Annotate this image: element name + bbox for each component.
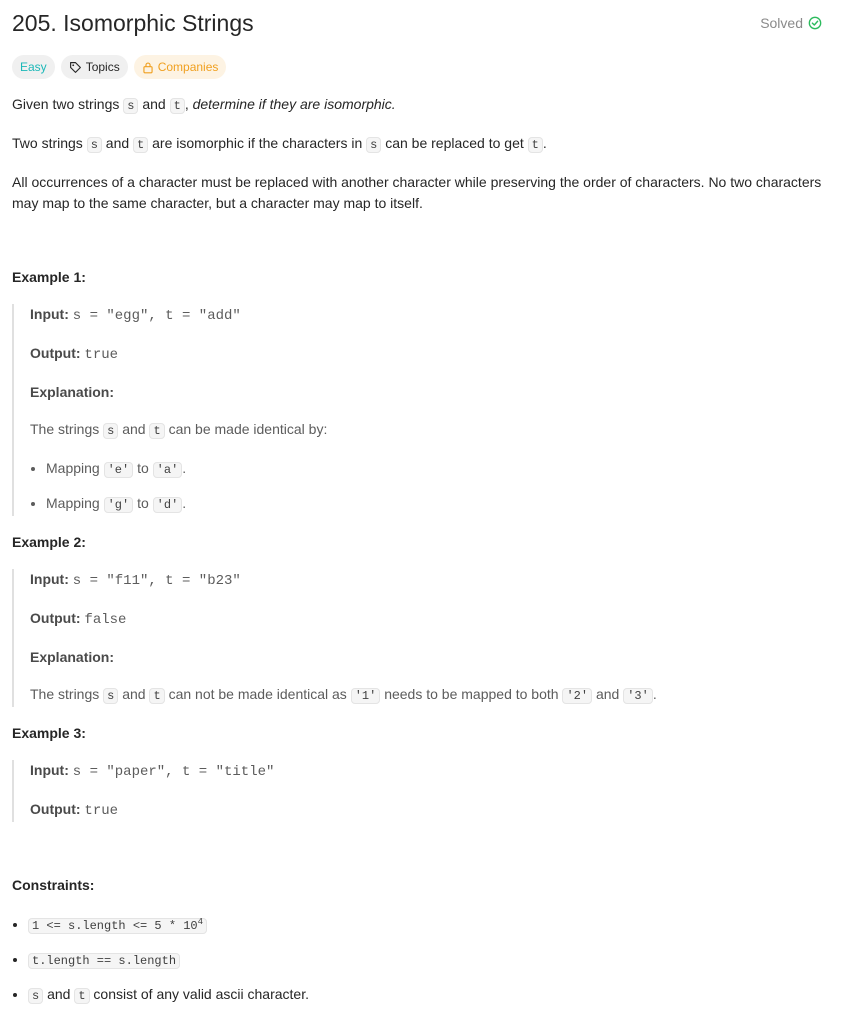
tag-row — [12, 55, 828, 79]
solved-label: Solved — [760, 15, 803, 31]
output-label: Output: — [30, 610, 81, 626]
example-2-input — [30, 569, 828, 592]
text: and — [592, 686, 624, 702]
output-label: Output: — [30, 801, 81, 817]
list-item — [28, 912, 828, 937]
inline-code: t.length == s.length — [28, 953, 180, 969]
list-item — [28, 949, 828, 972]
example-2-explanation-label — [30, 647, 828, 668]
example-1-heading: Example 1: — [12, 269, 86, 285]
input-value: s = "paper", t = "title" — [72, 764, 275, 780]
list-item — [46, 458, 828, 481]
example-3-block — [12, 760, 828, 822]
topics-tag[interactable] — [61, 55, 128, 79]
text: , — [184, 96, 193, 112]
inline-code: t — [170, 98, 185, 114]
input-label: Input: — [30, 762, 69, 778]
text: . — [542, 135, 547, 151]
description-paragraph-3: All occurrences of a character must be replaced with another character while preserving the order of characters. No two characters may map to the same character, but a character may map to itself. — [12, 174, 822, 211]
text: Mapping — [46, 460, 104, 476]
exponent: 4 — [197, 917, 204, 927]
inline-code: t — [149, 688, 164, 704]
example-2-explanation — [30, 684, 828, 707]
inline-code: s — [103, 688, 118, 704]
input-value: s = "egg", t = "add" — [72, 308, 241, 324]
inline-code: 'a' — [153, 462, 183, 478]
input-label: Input: — [30, 571, 69, 587]
inline-code: s — [87, 137, 102, 153]
inline-code: 'g' — [104, 497, 134, 513]
difficulty-tag[interactable] — [12, 55, 55, 79]
inline-code: '1' — [351, 688, 381, 704]
solved-status — [760, 15, 822, 31]
text: . — [182, 460, 187, 476]
inline-code: t — [528, 137, 543, 153]
problem-description — [12, 0, 828, 1007]
text: needs to be mapped to both — [380, 686, 563, 702]
list-item — [46, 493, 828, 516]
description-paragraph-1 — [12, 94, 828, 117]
inline-code — [28, 918, 207, 934]
text: are isomorphic if the characters in — [148, 135, 367, 151]
text: Two strings — [12, 135, 87, 151]
inline-code: s — [28, 988, 43, 1004]
text: The strings — [30, 421, 104, 437]
explanation-label: Explanation: — [30, 384, 115, 400]
example-3-heading: Example 3: — [12, 725, 86, 741]
example-2-output — [30, 608, 828, 631]
inline-code: '3' — [623, 688, 653, 704]
example-2-block — [12, 569, 828, 707]
output-value: false — [84, 612, 127, 628]
input-label: Input: — [30, 306, 69, 322]
example-3-input — [30, 760, 828, 783]
output-value: true — [84, 347, 119, 363]
text: and — [138, 96, 170, 112]
constraint-code: 1 <= s.length <= 5 * 10 — [32, 919, 198, 933]
text: . — [652, 686, 657, 702]
text: and — [101, 135, 134, 151]
check-circle-icon — [808, 16, 822, 30]
inline-code: s — [123, 98, 138, 114]
text: Given two strings — [12, 96, 124, 112]
output-label: Output: — [30, 345, 81, 361]
input-value: s = "f11", t = "b23" — [72, 573, 241, 589]
example-1-mapping-list — [30, 458, 828, 516]
example-1-block — [12, 304, 828, 516]
inline-code: 'd' — [153, 497, 183, 513]
companies-tag[interactable] — [134, 55, 227, 79]
constraints-list — [12, 912, 828, 1007]
text: can be made identical by: — [164, 421, 328, 437]
example-1-explanation-label — [30, 382, 828, 403]
inline-code: t — [74, 988, 89, 1004]
inline-code: t — [149, 423, 164, 439]
text: The strings — [30, 686, 104, 702]
list-item — [28, 984, 828, 1007]
emphasis-text: determine if they are isomorphic — [192, 96, 392, 112]
title-row — [12, 0, 828, 50]
inline-code: '2' — [562, 688, 592, 704]
text: can not be made identical as — [164, 686, 351, 702]
text: . — [182, 495, 187, 511]
inline-code: 'e' — [104, 462, 134, 478]
example-1-explanation — [30, 419, 828, 442]
companies-label: Companies — [157, 60, 219, 74]
text: consist of any valid ascii character. — [89, 986, 309, 1002]
inline-code: s — [366, 137, 381, 153]
text: and — [118, 686, 150, 702]
example-1-input — [30, 304, 828, 327]
lock-icon — [142, 61, 154, 74]
description-paragraph-2 — [12, 133, 828, 156]
problem-title[interactable]: 205. Isomorphic Strings — [12, 10, 254, 36]
output-value: true — [84, 803, 119, 819]
example-3-output — [30, 799, 828, 822]
text: . — [391, 96, 396, 112]
topics-label: Topics — [85, 60, 120, 74]
inline-code: t — [133, 137, 148, 153]
example-2-heading: Example 2: — [12, 534, 86, 550]
text: and — [118, 421, 150, 437]
text: to — [133, 460, 153, 476]
example-1-output — [30, 343, 828, 366]
text: Mapping — [46, 495, 104, 511]
text: and — [43, 986, 75, 1002]
constraints-heading: Constraints: — [12, 877, 95, 893]
text: can be replaced to get — [381, 135, 528, 151]
difficulty-label: Easy — [20, 60, 47, 74]
text: to — [133, 495, 153, 511]
inline-code: s — [103, 423, 118, 439]
explanation-label: Explanation: — [30, 649, 115, 665]
tag-icon — [69, 61, 82, 74]
